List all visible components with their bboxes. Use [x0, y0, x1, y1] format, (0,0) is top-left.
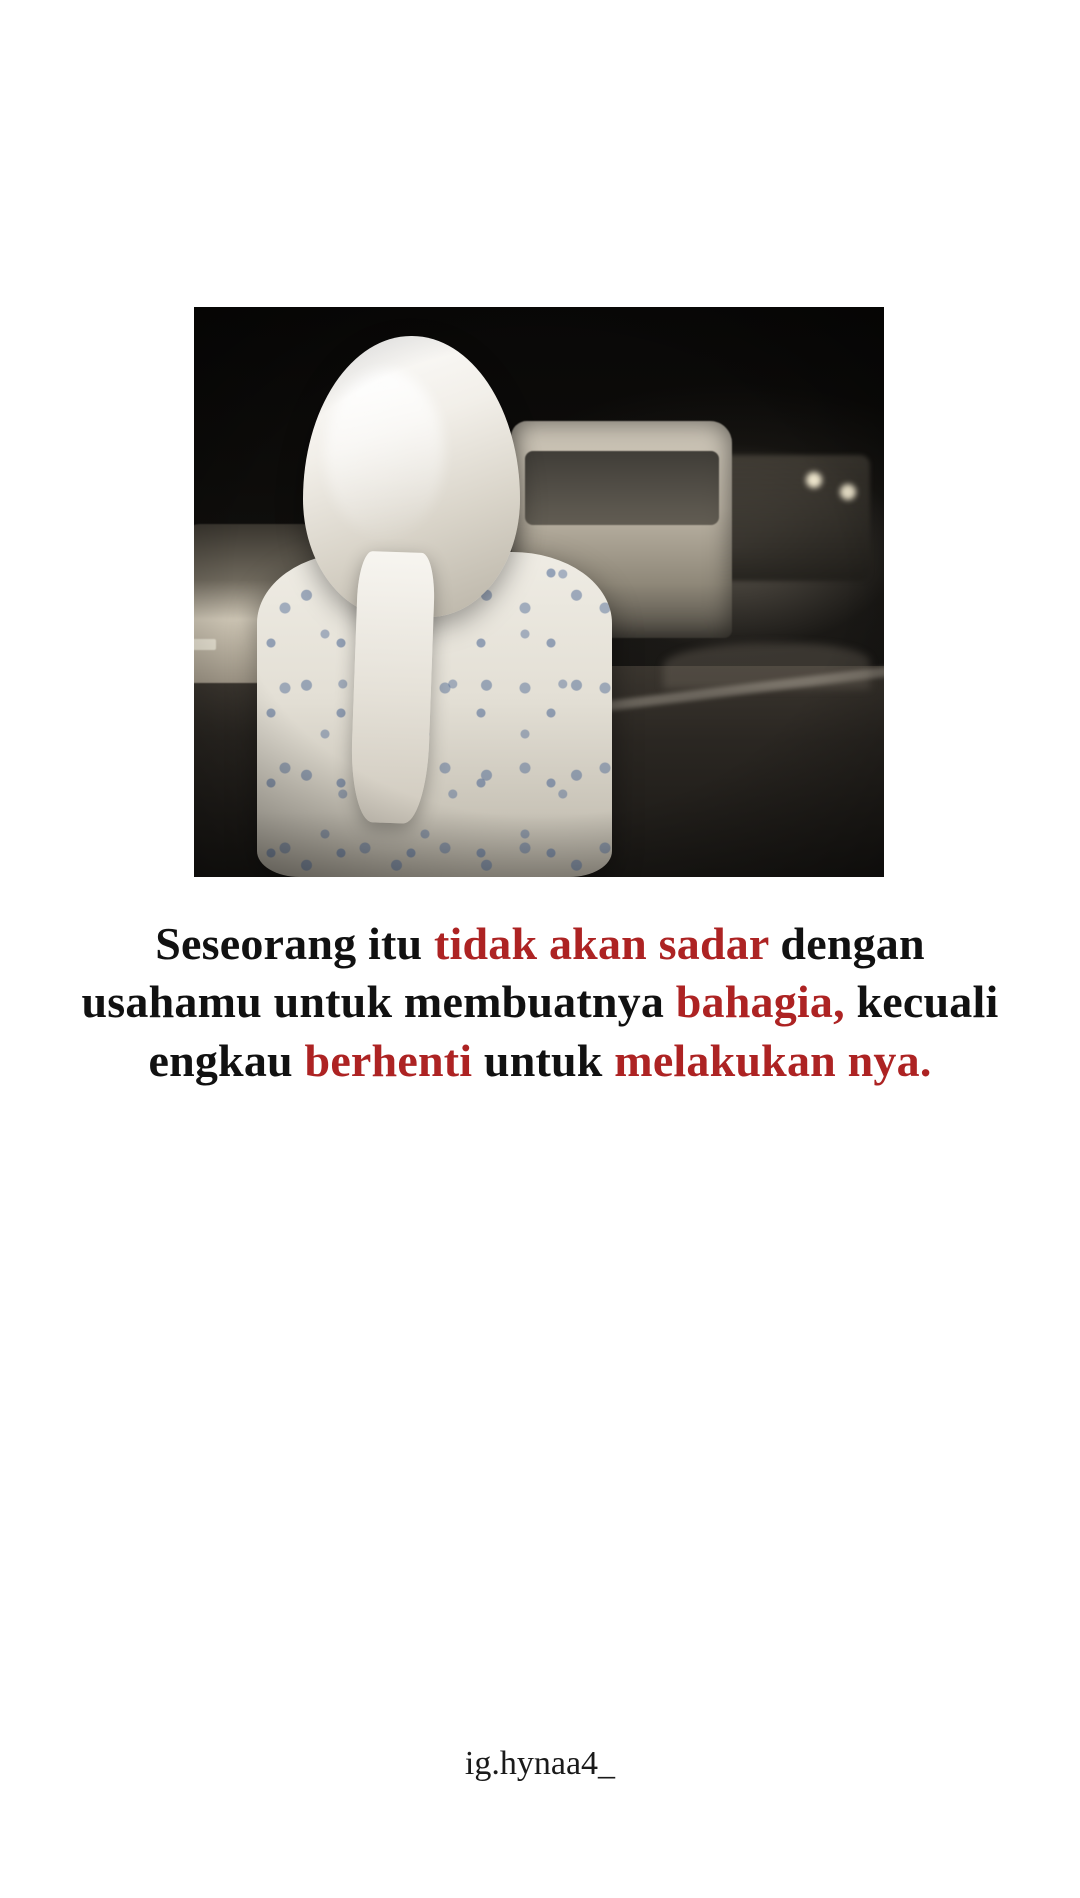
account-handle: ig.hynaa4_ — [464, 1745, 616, 1782]
caption-segment: untuk — [472, 1034, 615, 1086]
photo-background — [194, 307, 884, 877]
caption-segment: dengan usahamu untuk membuatnya — [81, 918, 925, 1028]
background-vehicle — [718, 455, 870, 580]
post-photo — [194, 307, 884, 877]
person-figure — [249, 336, 635, 878]
caption-segment-highlight: berhenti — [304, 1034, 473, 1086]
license-plate — [194, 639, 216, 650]
caption-segment: kecuali engkau — [148, 976, 999, 1086]
street-light-icon — [840, 484, 856, 500]
caption-segment: Seseorang itu — [155, 918, 435, 969]
caption-segment-highlight: tidak akan sadar — [434, 918, 769, 969]
caption-segment-highlight: bahagia, — [675, 976, 845, 1028]
hijab-tail — [349, 551, 436, 824]
caption-text — [0, 915, 1080, 1090]
caption-segment-highlight: melakukan nya. — [614, 1034, 932, 1086]
